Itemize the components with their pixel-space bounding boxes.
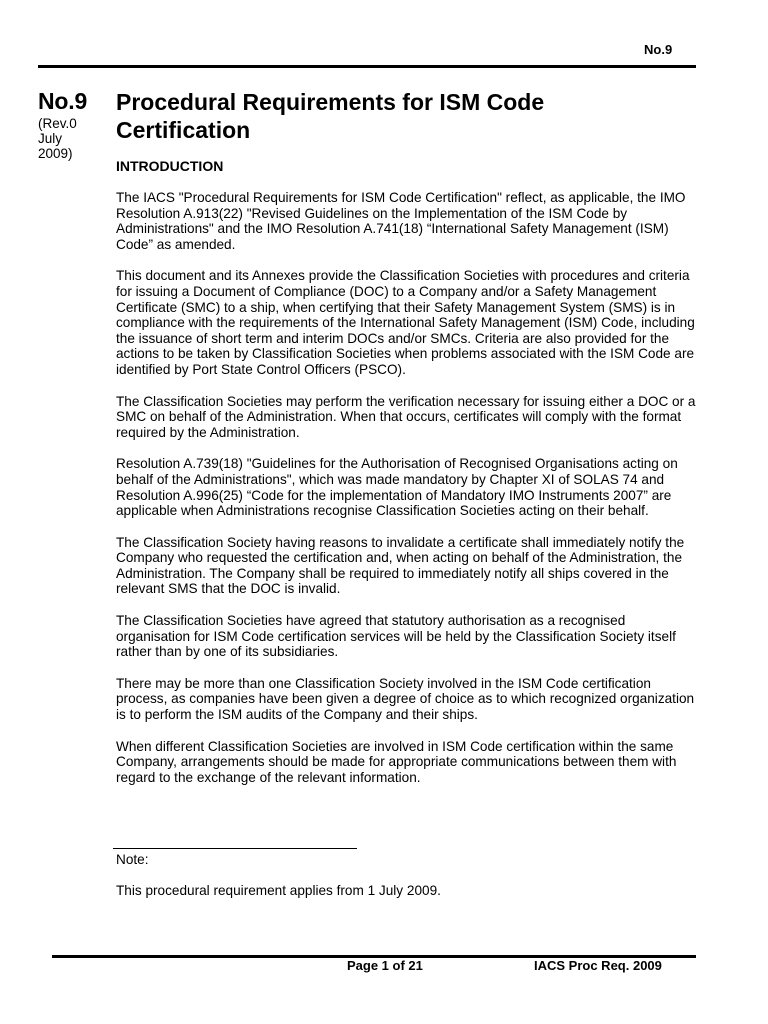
section-heading-introduction: INTRODUCTION: [116, 158, 224, 174]
paragraph: The Classification Society having reasons to invalidate a certificate shall immediately notify the Company who requested the certification and, when acting on behalf of the Administration, the Administration. The Company shall be required to immediately notify all ships covered in the relevant SMS that the DOC is invalid.: [116, 534, 685, 597]
footnote-divider: [113, 848, 357, 849]
footer-document-ref: IACS Proc Req. 2009: [534, 958, 662, 973]
revision-line: July: [38, 131, 63, 146]
footer-page-count: Page 1 of 21: [347, 958, 423, 973]
title-line: Procedural Requirements for ISM Code: [116, 89, 545, 115]
revision-line: (Rev.0: [38, 116, 77, 131]
document-title: [116, 88, 676, 144]
paragraph: The Classification Societies have agreed that statutory authorisation as a recognised organisation for ISM Code certification services will be held by the Classification Society itself rather than by one of its subsidiaries.: [116, 613, 676, 660]
paragraph: The IACS "Procedural Requirements for ISM Code Certification" reflect, as applicable, the IMO Resolution A.913(22) "Revised Guidelines on the Implementation of the ISM Code by Administrations" and the IMO Resolution A.741(18) “International Safety Management (ISM) Code” as amended.: [116, 190, 686, 252]
note-label: Note:: [116, 852, 149, 867]
paragraph: This document and its Annexes provide the Classification Societies with procedures and criteria for issuing a Document of Compliance (DOC) to a Company and/or a Safety Management Certificate (SMC) to a ship, when certifying that their Safety Management System (SMS) is in compliance with the requirements of the International Safety Management (ISM) Code, including the issuance of short term and interim DOCs and/or SMCs. Criteria are also provided for the actions to be taken by Classification Societies when problems associated with the ISM Code are identified by Port State Control Officers (PSCO).: [116, 268, 695, 377]
paragraph: There may be more than one Classification Society involved in the ISM Code certification process, as companies have been given a degree of choice as to which recognized organization is to perform the ISM audits of the Company and their ships.: [116, 675, 695, 723]
paragraph: Resolution A.739(18) "Guidelines for the Authorisation of Recognised Organisations acting on behalf of the Administrations", which was made mandatory by Chapter XI of SOLAS 74 and Resolution A.996(25) “Code for the implementation of Mandatory IMO Instruments 2007” are applicable when Administrations recognise Classification Societies acting on their behalf.: [116, 456, 678, 519]
note-text: This procedural requirement applies from 1 July 2009.: [116, 883, 441, 898]
paragraph: When different Classification Societies are involved in ISM Code certification within the same Company, arrangements should be made for appropriate communications between them with regard to the exchange of the relevant information.: [116, 738, 677, 785]
header-page-number: No.9: [644, 42, 673, 57]
revision-line: 2009): [38, 146, 73, 161]
paragraph: The Classification Societies may perform the verification necessary for issuing either a DOC or a SMC on behalf of the Administration. When that occurs, certificates will comply with the format required by the Administration.: [116, 393, 696, 440]
title-line: Certification: [116, 117, 251, 143]
requirement-number: No.9: [38, 88, 88, 114]
header-divider: [38, 65, 696, 68]
introduction-body: [116, 190, 698, 801]
revision-info: [38, 116, 108, 161]
